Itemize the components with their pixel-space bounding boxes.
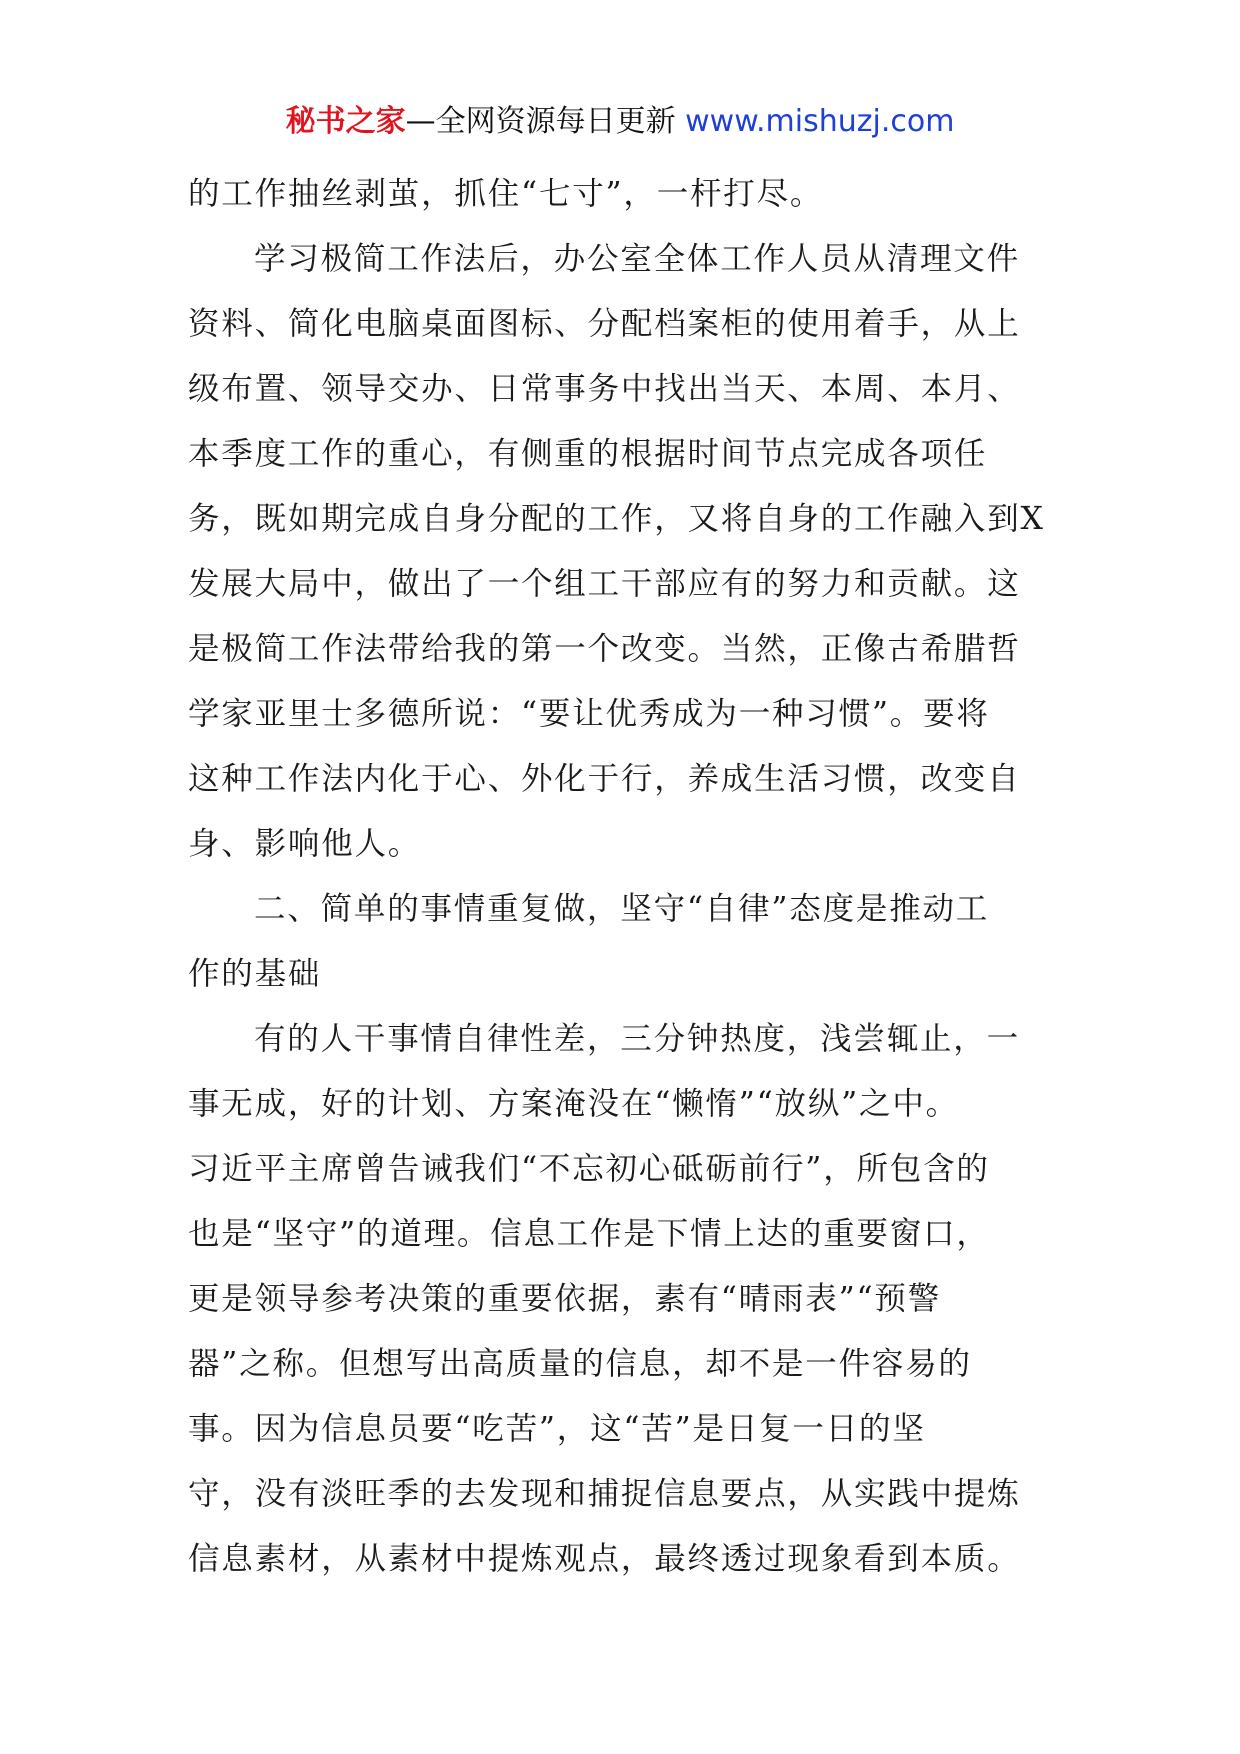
text-line: 本季度工作的重心，有侧重的根据时间节点完成各项任 bbox=[188, 436, 988, 472]
section-heading-line: 二、简单的事情重复做，坚守“自律”态度是推动工 bbox=[254, 891, 990, 927]
text-line: 习近平主席曾告诫我们“不忘初心砥砺前行”，所包含的 bbox=[188, 1151, 990, 1187]
text-line: 学家亚里士多德所说：“要让优秀成为一种习惯”。要将 bbox=[188, 696, 990, 732]
text-line: 发展大局中，做出了一个组工干部应有的努力和贡献。这 bbox=[188, 566, 1021, 602]
text-line: 是极简工作法带给我的第一个改变。当然，正像古希腊哲 bbox=[188, 631, 1021, 667]
text-line: 器”之称。但想写出高质量的信息，却不是一件容易的 bbox=[188, 1346, 972, 1382]
text-line: 事。因为信息员要“吃苦”，这“苦”是日复一日的坚 bbox=[188, 1411, 926, 1447]
section-heading-line: 作的基础 bbox=[188, 956, 322, 992]
text-line: 事无成，好的计划、方案淹没在“懒惰”“放纵”之中。 bbox=[188, 1086, 959, 1122]
text-line: 也是“坚守”的道理。信息工作是下情上达的重要窗口， bbox=[188, 1216, 990, 1252]
page-header bbox=[0, 100, 1240, 144]
brand-name: 秘书之家 bbox=[285, 104, 406, 139]
header-tagline: —全网资源每日更新 bbox=[405, 104, 676, 139]
text-line: 务，既如期完成自身分配的工作，又将自身的工作融入到X bbox=[188, 501, 1045, 537]
text-line: 身、影响他人。 bbox=[188, 826, 422, 862]
text-line: 级布置、领导交办、日常事务中找出当天、本周、本月、 bbox=[188, 371, 1021, 407]
text-line: 信息素材，从素材中提炼观点，最终透过现象看到本质。 bbox=[188, 1541, 1021, 1577]
text-line: 守，没有淡旺季的去发现和捕捉信息要点，从实践中提炼 bbox=[188, 1476, 1021, 1512]
text-line: 的工作抽丝剥茧，抓住“七寸”，一杆打尽。 bbox=[188, 176, 824, 212]
website-link[interactable]: www.mishuzj.com bbox=[685, 104, 955, 139]
text-line: 资料、简化电脑桌面图标、分配档案柜的使用着手，从上 bbox=[188, 306, 1021, 342]
paragraph-start-line: 有的人干事情自律性差，三分钟热度，浅尝辄止，一 bbox=[254, 1021, 1020, 1057]
text-line: 这种工作法内化于心、外化于行，养成生活习惯，改变自 bbox=[188, 761, 1021, 797]
document-body bbox=[188, 162, 1052, 1592]
text-line: 更是领导参考决策的重要依据，素有“晴雨表”“预警 bbox=[188, 1281, 942, 1317]
paragraph-start-line: 学习极简工作法后，办公室全体工作人员从清理文件 bbox=[254, 241, 1020, 277]
